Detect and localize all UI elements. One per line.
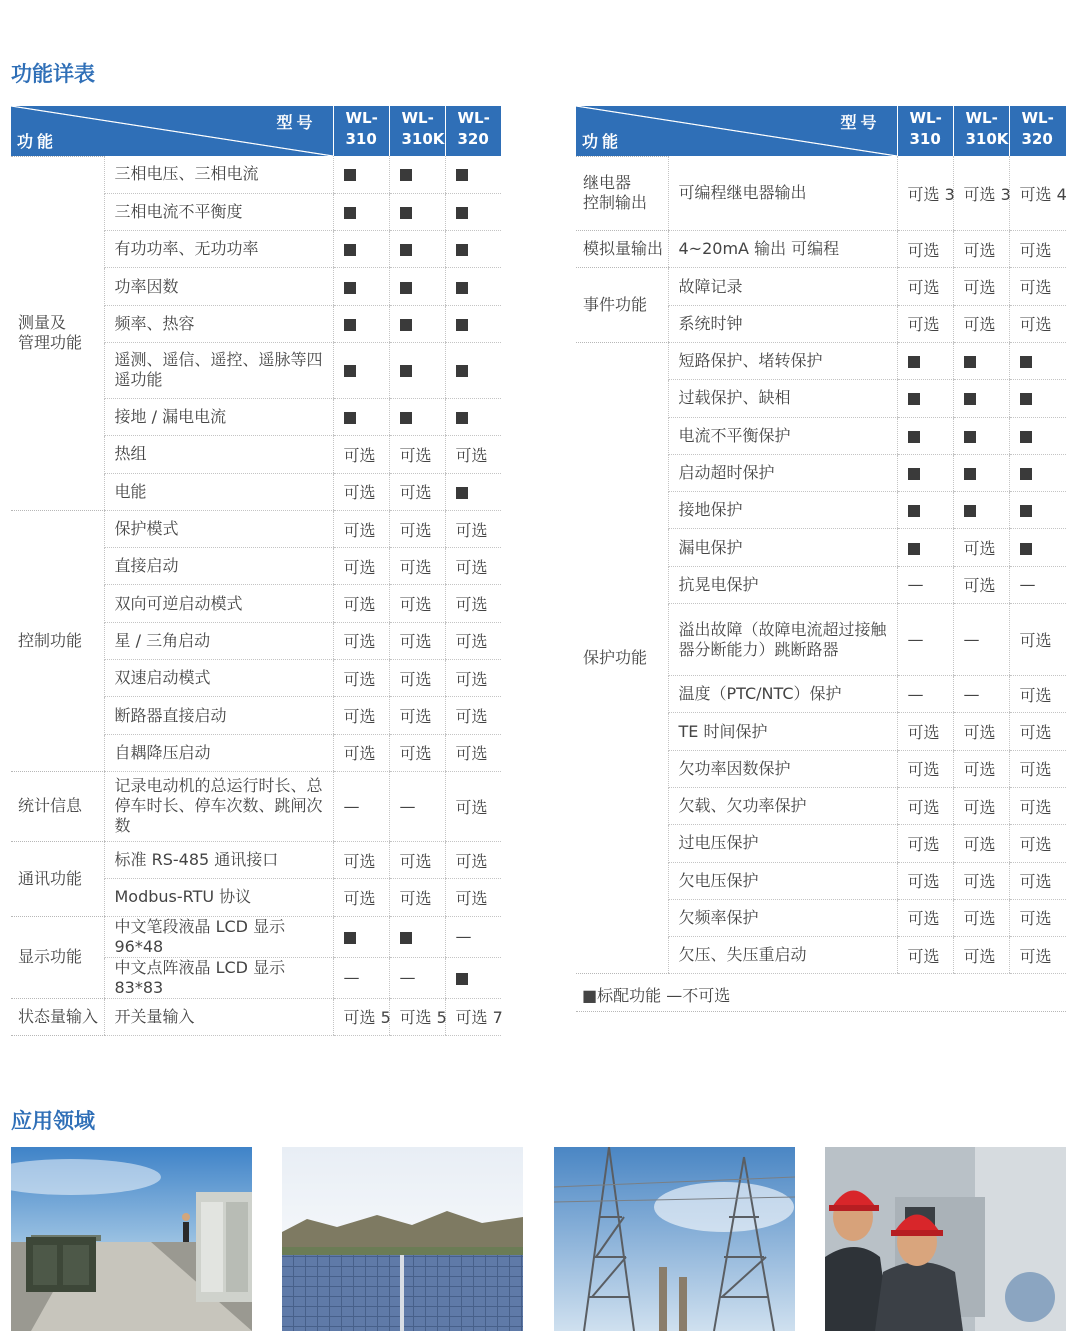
value-cell [953,417,1009,454]
value-cell: 可选 [897,713,953,750]
feature-cell: 双向可逆启动模式 [104,585,333,622]
feature-cell: 直接启动 [104,548,333,585]
value-cell [333,156,389,193]
feature-cell: 短路保护、堵转保护 [668,342,897,379]
value-cell: 可选 [445,436,501,473]
value-cell [445,957,501,998]
value-cell: — [389,957,445,998]
feature-cell: 欠频率保护 [668,899,897,936]
feature-cell: 热组 [104,436,333,473]
value-cell: 可选 [897,825,953,862]
value-cell: 可选 [333,697,389,734]
value-cell [333,916,389,957]
standard-square-icon [1020,393,1032,405]
value-cell: 可选 [445,879,501,916]
category-cell: 统计信息 [11,771,104,841]
value-cell: — [333,771,389,841]
legend-text: ■标配功能 —不可选 [582,986,731,1005]
standard-square-icon [964,431,976,443]
standard-square-icon [456,412,468,424]
value-cell [389,268,445,305]
feature-cell: 保护模式 [104,510,333,547]
value-cell: 可选 [445,585,501,622]
value-cell [445,193,501,230]
value-cell: 可选 [445,622,501,659]
feature-cell: 中文笔段液晶 LCD 显示 96*48 [104,916,333,957]
model-header: WL- 310K [389,106,445,156]
value-cell: 可选 [897,750,953,787]
value-cell: 可选 [897,787,953,824]
table-row [11,841,501,878]
feature-cell: 三相电流不平衡度 [104,193,333,230]
feature-cell: 三相电压、三相电流 [104,156,333,193]
header-row [11,106,501,156]
feature-cell: 温度（PTC/NTC）保护 [668,676,897,713]
value-cell: 可选 [897,937,953,974]
header-function-label: 功能 [582,131,623,151]
standard-square-icon [908,393,920,405]
value-cell: 可选 [897,231,953,268]
feature-cell: 抗晃电保护 [668,566,897,603]
value-cell [1009,454,1066,491]
value-cell [445,305,501,342]
value-cell: 可选 [953,529,1009,566]
standard-square-icon [964,505,976,517]
value-cell [953,454,1009,491]
value-cell: 可选 [445,697,501,734]
value-cell [1009,342,1066,379]
standard-square-icon [344,412,356,424]
model-header: WL- 310K [953,106,1009,156]
value-cell: — [445,916,501,957]
table-row [11,510,501,547]
value-cell: — [333,957,389,998]
value-cell [389,231,445,268]
value-cell [389,156,445,193]
value-cell: 可选 [389,660,445,697]
standard-square-icon [964,468,976,480]
standard-square-icon [456,319,468,331]
standard-square-icon [400,412,412,424]
value-cell: 可选 [1009,305,1066,342]
value-cell [445,473,501,510]
standard-square-icon [456,282,468,294]
value-cell: 可选 5 [333,998,389,1035]
value-cell: 可选 [1009,268,1066,305]
value-cell: 可选 [333,510,389,547]
category-cell: 保护功能 [576,342,668,973]
feature-cell: 中文点阵液晶 LCD 显示 83*83 [104,957,333,998]
model-header: WL- 310 [333,106,389,156]
solar-farm-photo [282,1147,523,1331]
value-cell: 可选 [445,771,501,841]
standard-square-icon [400,169,412,181]
feature-cell: Modbus-RTU 协议 [104,879,333,916]
value-cell: 可选 [953,937,1009,974]
header-model-label: 型号 [840,113,881,132]
category-cell: 状态量输入 [11,998,104,1035]
standard-square-icon [456,973,468,985]
table-row [11,156,501,193]
value-cell: 可选 [953,862,1009,899]
value-cell [389,193,445,230]
standard-square-icon [400,207,412,219]
feature-cell: 启动超时保护 [668,454,897,491]
standard-square-icon [456,207,468,219]
feature-cell: 电流不平衡保护 [668,417,897,454]
value-cell [897,529,953,566]
feature-cell: TE 时间保护 [668,713,897,750]
standard-square-icon [1020,543,1032,555]
value-cell: — [1009,566,1066,603]
value-cell [333,342,389,398]
value-cell [953,342,1009,379]
feature-cell: 断路器直接启动 [104,697,333,734]
standard-square-icon [456,244,468,256]
standard-square-icon [400,365,412,377]
feature-cell: 过电压保护 [668,825,897,862]
feature-cell: 有功功率、无功功率 [104,231,333,268]
header-diagonal-cell [576,106,897,156]
category-cell: 通讯功能 [11,841,104,916]
value-cell: 可选 [897,268,953,305]
feature-cell: 遥测、遥信、遥控、遥脉等四遥功能 [104,342,333,398]
value-cell: 可选 [333,879,389,916]
value-cell [333,268,389,305]
table-row [576,231,1066,268]
value-cell: 可选 [333,436,389,473]
value-cell: — [897,566,953,603]
value-cell: 可选 [389,436,445,473]
feature-cell: 欠压、失压重启动 [668,937,897,974]
value-cell: 可选 [1009,713,1066,750]
category-cell: 控制功能 [11,510,104,771]
value-cell [897,454,953,491]
value-cell [333,305,389,342]
table-row [11,998,501,1035]
feature-cell: 开关量输入 [104,998,333,1035]
value-cell: 可选 [445,734,501,771]
standard-square-icon [1020,431,1032,443]
feature-cell: 漏电保护 [668,529,897,566]
value-cell: 可选 [953,750,1009,787]
value-cell: 可选 [445,841,501,878]
value-cell [389,398,445,435]
value-cell: 可选 [1009,231,1066,268]
feature-cell: 过载保护、缺相 [668,380,897,417]
standard-square-icon [456,365,468,377]
category-cell: 继电器 控制输出 [576,156,668,231]
value-cell [445,398,501,435]
value-cell: 可选 [1009,862,1066,899]
value-cell: 可选 [1009,937,1066,974]
feature-cell: 双速启动模式 [104,660,333,697]
table-row [576,342,1066,379]
value-cell: 可选 [333,660,389,697]
feature-cell: 溢出故障（故障电流超过接触器分断能力）跳断路器 [668,604,897,676]
value-cell [333,231,389,268]
standard-square-icon [400,244,412,256]
standard-square-icon [908,356,920,368]
header-function-label: 功能 [17,131,58,151]
feature-cell: 欠电压保护 [668,862,897,899]
feature-cell: 故障记录 [668,268,897,305]
value-cell: 可选 [953,231,1009,268]
feature-cell: 电能 [104,473,333,510]
value-cell [445,156,501,193]
value-cell: 可选 [897,899,953,936]
standard-square-icon [964,356,976,368]
value-cell: 可选 [953,566,1009,603]
feature-cell: 频率、热容 [104,305,333,342]
table-row [11,771,501,841]
category-cell: 测量及 管理功能 [11,156,104,510]
value-cell: 可选 [1009,899,1066,936]
feature-cell: 星 / 三角启动 [104,622,333,659]
value-cell: 可选 [333,622,389,659]
value-cell: 可选 [897,862,953,899]
value-cell [897,342,953,379]
table-row [11,916,501,957]
standard-square-icon [344,282,356,294]
standard-square-icon [344,244,356,256]
standard-square-icon [908,431,920,443]
power-tower-photo [554,1147,795,1331]
value-cell [445,342,501,398]
value-cell: 可选 [333,734,389,771]
category-cell: 模拟量输出 [576,231,668,268]
value-cell [1009,492,1066,529]
standard-square-icon [344,169,356,181]
value-cell: — [953,676,1009,713]
category-cell: 事件功能 [576,268,668,343]
value-cell: 可选 [445,660,501,697]
model-header: WL- 320 [1009,106,1066,156]
value-cell: 可选 3 [953,156,1009,231]
standard-square-icon [964,393,976,405]
header-model-label: 型号 [276,113,317,132]
feature-table-right [576,106,1066,974]
value-cell: 可选 [445,548,501,585]
standard-square-icon [1020,505,1032,517]
value-cell: 可选 [389,473,445,510]
value-cell: 可选 [445,510,501,547]
feature-cell: 自耦降压启动 [104,734,333,771]
standard-square-icon [344,207,356,219]
value-cell [897,380,953,417]
feature-cell: 记录电动机的总运行时长、总停车时长、停车次数、跳闸次数 [104,771,333,841]
feature-cell: 接地 / 漏电电流 [104,398,333,435]
value-cell [445,231,501,268]
standard-square-icon [344,319,356,331]
engineers-photo [825,1147,1066,1331]
substation-photo [11,1147,252,1331]
feature-table-left [11,106,501,1036]
value-cell [333,398,389,435]
value-cell [897,417,953,454]
value-cell: 可选 [1009,676,1066,713]
value-cell [389,305,445,342]
model-header: WL- 310 [897,106,953,156]
value-cell: 可选 [953,305,1009,342]
value-cell [953,492,1009,529]
value-cell: 可选 [389,510,445,547]
value-cell: — [953,604,1009,676]
value-cell: 可选 5 [389,998,445,1035]
standard-square-icon [344,932,356,944]
model-header: WL- 320 [445,106,501,156]
standard-square-icon [400,932,412,944]
standard-square-icon [908,505,920,517]
value-cell: 可选 [389,879,445,916]
standard-square-icon [1020,356,1032,368]
feature-cell: 4~20mA 输出 可编程 [668,231,897,268]
value-cell: 可选 [953,713,1009,750]
value-cell [953,380,1009,417]
value-cell [333,193,389,230]
value-cell: 可选 [333,585,389,622]
standard-square-icon [908,468,920,480]
standard-square-icon [400,282,412,294]
standard-square-icon [908,543,920,555]
value-cell: — [389,771,445,841]
value-cell [389,916,445,957]
value-cell: 可选 [389,585,445,622]
feature-cell: 欠载、欠功率保护 [668,787,897,824]
value-cell: 可选 [897,305,953,342]
value-cell: 可选 [333,473,389,510]
value-cell: 可选 [389,734,445,771]
value-cell: 可选 [1009,825,1066,862]
value-cell: 可选 [1009,750,1066,787]
feature-cell: 系统时钟 [668,305,897,342]
value-cell: 可选 7 [445,998,501,1035]
feature-cell: 接地保护 [668,492,897,529]
value-cell: 可选 [389,841,445,878]
value-cell: 可选 [1009,787,1066,824]
table-row [576,268,1066,305]
value-cell [897,492,953,529]
value-cell: — [897,676,953,713]
value-cell: 可选 [953,787,1009,824]
value-cell: 可选 [389,622,445,659]
feature-cell: 欠功率因数保护 [668,750,897,787]
standard-square-icon [456,169,468,181]
value-cell: 可选 [333,548,389,585]
standard-square-icon [400,319,412,331]
value-cell: 可选 [333,841,389,878]
value-cell: — [897,604,953,676]
value-cell: 可选 [953,825,1009,862]
features-title: 功能详表 [11,62,95,86]
feature-cell: 可编程继电器输出 [668,156,897,231]
feature-cell: 功率因数 [104,268,333,305]
value-cell [1009,529,1066,566]
feature-cell: 标准 RS-485 通讯接口 [104,841,333,878]
value-cell: 可选 4 [1009,156,1066,231]
value-cell: 可选 [389,697,445,734]
value-cell: 可选 [389,548,445,585]
category-cell: 显示功能 [11,916,104,998]
value-cell [389,342,445,398]
standard-square-icon [1020,468,1032,480]
value-cell [1009,417,1066,454]
header-row [576,106,1066,156]
standard-square-icon [456,487,468,499]
value-cell: 可选 [953,899,1009,936]
standard-square-icon [344,365,356,377]
header-diagonal-cell [11,106,333,156]
applications-title: 应用领域 [11,1109,95,1133]
value-cell [445,268,501,305]
table-row [576,156,1066,231]
value-cell [1009,380,1066,417]
value-cell: 可选 [1009,604,1066,676]
value-cell: 可选 [953,268,1009,305]
value-cell: 可选 3 [897,156,953,231]
legend-divider [576,1011,1066,1012]
